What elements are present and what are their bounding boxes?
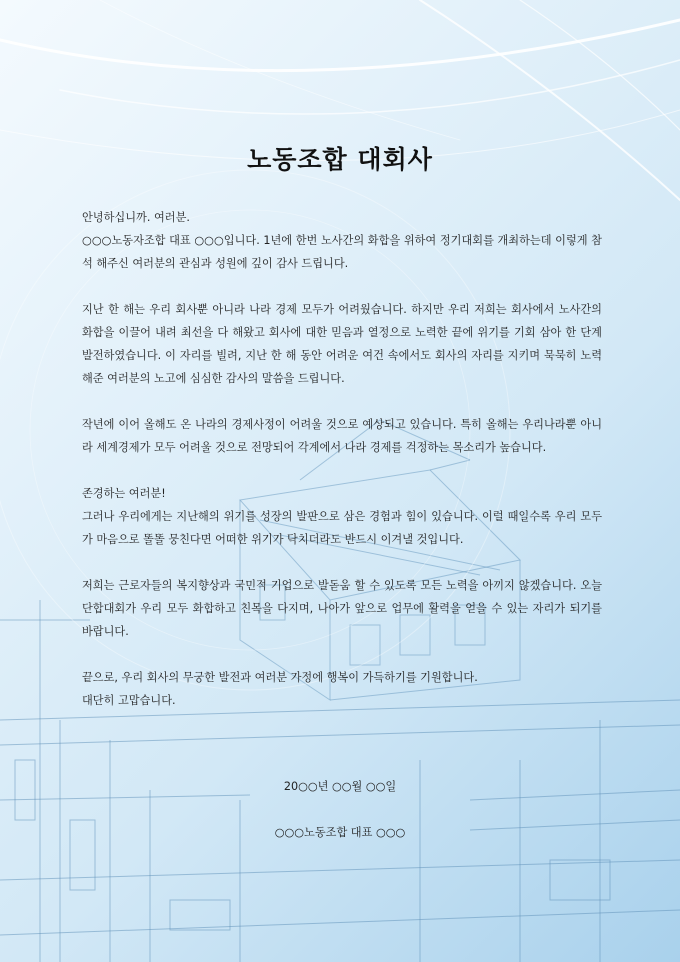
- date-line: 20○○년 ○○월 ○○일: [283, 780, 397, 793]
- letter-body: [82, 206, 602, 712]
- thanks-line: 대단히 고맙습니다.: [82, 694, 176, 707]
- paragraph-intro: ○○○노동자조합 대표 ○○○입니다. 1년에 한번 노사간의 화합을 위하여 정기대회를 개최하는데 이렇게 참석 해주신 여러분의 관심과 성원에 깊이 감사 드립니다.: [82, 234, 602, 270]
- paragraph-pledge: 저희는 근로자들의 복지향상과 국민적 기업으로 발돋움 할 수 있도록 모든 노력을 아끼지 않겠습니다. 오늘 단합대회가 우리 모두 화합하고 친목을 다지며, 나아가 앞으로 업무에 활력을 얻을 수 있는 자리가 되기를 바랍니다.: [82, 579, 602, 638]
- closing-line: 끝으로, 우리 회사의 무궁한 발전과 여러분 가정에 행복이 가득하기를 기원합니다.: [82, 671, 478, 684]
- page-title: 노동조합 대회사: [247, 145, 433, 174]
- greeting-line: 안녕하십니까. 여러분.: [82, 211, 190, 224]
- paragraph-resolve: 그러나 우리에게는 지난해의 위기를 성장의 발판으로 삼은 경험과 힘이 있습니다. 이럴 때일수록 우리 모두가 마음으로 똘똘 뭉친다면 어떠한 위기가 닥치더라도 반드시 이겨낼 것입니다.: [82, 510, 602, 546]
- signer-line: ○○○노동조합 대표 ○○○: [274, 826, 406, 839]
- paragraph-outlook: 작년에 이어 올해도 온 나라의 경제사정이 어려울 것으로 예상되고 있습니다. 특히 올해는 우리나라뿐 아니라 세계경제가 모두 어려울 것으로 전망되어 각계에서 나라 경제를 걱정하는 목소리가 높습니다.: [82, 418, 602, 454]
- paragraph-last-year: 지난 한 해는 우리 회사뿐 아니라 나라 경제 모두가 어려웠습니다. 하지만 우리 저희는 회사에서 노사간의 화합을 이끌어 내려 최선을 다 해왔고 회사에 대한 믿음과 열정으로 노력한 끝에 위기를 기회 삼아 한 단계 발전하였습니다. 이 자리를 빌려, 지난 한 해 동안 어려운 여건 속에서도 회사의 자리를 지키며 묵묵히 노력해준 여러분의 노고에 심심한 감사의 말씀을 드립니다.: [82, 303, 602, 385]
- exclamation-line: 존경하는 여러분!: [82, 487, 166, 500]
